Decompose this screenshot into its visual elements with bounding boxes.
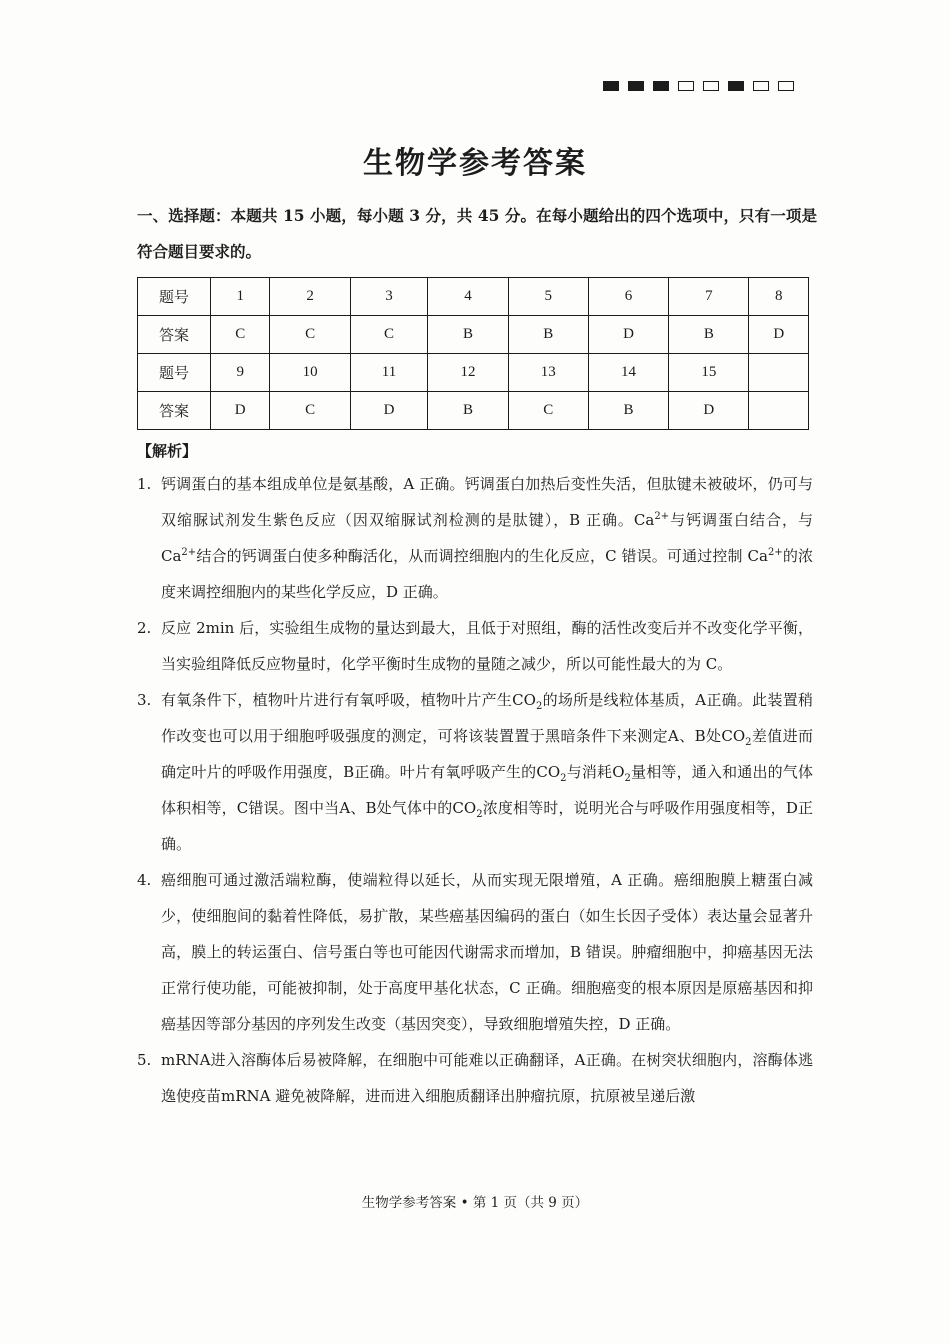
answer-table [137,277,809,430]
table-cell: 5 [508,278,588,316]
text-run: 与钙调蛋白结合，与 Ca [161,511,813,565]
table-cell: D [350,392,428,430]
text-run: 与消耗O [566,763,625,781]
section-heading: 一、选择题：本题共 15 小题，每小题 3 分，共 45 分。在每小题给出的四个选项中，只有一项是符合题目要求的。 [137,206,817,261]
analysis-item [137,1042,813,1114]
item-text [161,862,813,1042]
table-cell: 1 [211,278,270,316]
text-run: 反应 2min 后，实验组生成物的量达到最大，且低于对照组，酶的活性改变后并不改变化学平衡，当实验组降低反应物量时，化学平衡时生成物的量随之减少，所以可能性最大的为 C。 [161,619,813,673]
row-label: 题号 [138,354,211,392]
row-label: 题号 [138,278,211,316]
table-row [138,278,809,316]
sheet-code-marks [603,81,794,91]
text-run: 有氧条件下，植物叶片进行有氧呼吸，植物叶片产生CO [161,691,536,709]
table-row [138,354,809,392]
subscript-text: 2 [624,773,631,784]
code-mark-empty [778,81,794,91]
table-cell: 7 [669,278,749,316]
table-cell: 13 [508,354,588,392]
analysis-item [137,466,813,610]
table-cell: 8 [749,278,809,316]
subscript-text: 2 [560,773,567,784]
table-cell: D [588,316,668,354]
table-cell: C [350,316,428,354]
table-row [138,316,809,354]
table-cell: 2 [270,278,350,316]
analysis-item [137,862,813,1042]
analysis-item [137,682,813,862]
text-run: 结合的钙调蛋白使多种酶活化，从而调控细胞内的生化反应，C 错误。可通过控制 Ca [196,547,768,565]
table-cell: B [428,392,508,430]
table-cell: D [669,392,749,430]
table-cell [749,354,809,392]
table-cell: B [508,316,588,354]
text-run: 差值进而确定叶片的呼吸作用强度，B正确。叶片有氧呼吸产生的CO [161,727,813,781]
analysis-list [137,466,813,1114]
item-number: 3. [137,691,152,709]
row-label: 答案 [138,316,211,354]
subscript-text: 2 [745,737,752,748]
table-cell: D [211,392,270,430]
table-cell: C [270,392,350,430]
item-number: 2. [137,619,152,637]
item-number: 5. [137,1051,152,1069]
text-run: 浓度相等时，说明光合与呼吸作用强度相等，D正确。 [161,799,814,853]
supscript-text: 2+ [181,547,197,558]
table-cell: 14 [588,354,668,392]
code-mark-empty [678,81,694,91]
table-cell: B [669,316,749,354]
item-text [161,610,813,682]
item-text [161,1042,813,1114]
supscript-text: 2+ [767,547,783,558]
table-cell: 15 [669,354,749,392]
table-cell [749,392,809,430]
page-title: 生物学参考答案 [363,146,587,181]
table-cell: 12 [428,354,508,392]
supscript-text: 2+ [654,511,670,522]
code-mark-filled [603,81,619,91]
table-cell: C [270,316,350,354]
text-run: 钙调蛋白的基本组成单位是氨基酸，A 正确。钙调蛋白加热后变性失活，但肽键未被破坏，仍可与双缩脲试剂发生紫色反应（因双缩脲试剂检测的是肽键），B 正确。Ca [161,475,813,529]
table-cell: 11 [350,354,428,392]
table-cell: 4 [428,278,508,316]
code-mark-empty [703,81,719,91]
table-cell: C [211,316,270,354]
table-cell: B [428,316,508,354]
table-cell: 10 [270,354,350,392]
analysis-item [137,610,813,682]
table-cell: B [588,392,668,430]
text-run: 的场所是线粒体基质，A正确。此装置稍作改变也可以用于细胞呼吸强度的测定，可将该装置置于黑暗条件下来测定A、B处CO [161,691,813,745]
subscript-text: 2 [476,809,483,820]
text-run: 量相等，通入和通出的气体体积相等，C错误。图中当A、B处气体中的CO [161,763,813,817]
table-cell: 3 [350,278,428,316]
code-mark-filled [628,81,644,91]
table-cell: C [508,392,588,430]
table-cell: 9 [211,354,270,392]
item-number: 4. [137,871,152,889]
code-mark-empty [753,81,769,91]
subscript-text: 2 [535,701,543,712]
table-cell: 6 [588,278,668,316]
code-mark-filled [653,81,669,91]
code-mark-filled [728,81,744,91]
row-label: 答案 [138,392,211,430]
text-run: mRNA进入溶酶体后易被降解，在细胞中可能难以正确翻译，A正确。在树突状细胞内，溶酶体逃逸使疫苗mRNA 避免被降解，进而进入细胞质翻译出肿瘤抗原，抗原被呈递后激 [161,1051,813,1105]
item-text [161,466,813,610]
analysis-label: 【解析】 [137,442,198,460]
text-run: 的浓度来调控细胞内的某些化学反应，D 正确。 [161,547,813,601]
text-run: 癌细胞可通过激活端粒酶，使端粒得以延长，从而实现无限增殖，A 正确。癌细胞膜上糖蛋白减少，使细胞间的黏着性降低，易扩散，某些癌基因编码的蛋白（如生长因子受体）表达量会显著升高，膜上的转运蛋白、信号蛋白等也可能因代谢需求而增加，B 错误。肿瘤细胞中，抑癌基因无法正常行使功能，可能被抑制，处于高度甲基化状态，C 正确。细胞癌变的根本原因是原癌基因和抑癌基因等部分基因的序列发生改变（基因突变），导致细胞增殖失控，D 正确。 [161,871,813,1033]
table-row [138,392,809,430]
item-text [161,682,813,862]
page-footer: 生物学参考答案 • 第 1 页（共 9 页） [361,1195,589,1211]
table-cell: D [749,316,809,354]
item-number: 1. [137,475,152,493]
